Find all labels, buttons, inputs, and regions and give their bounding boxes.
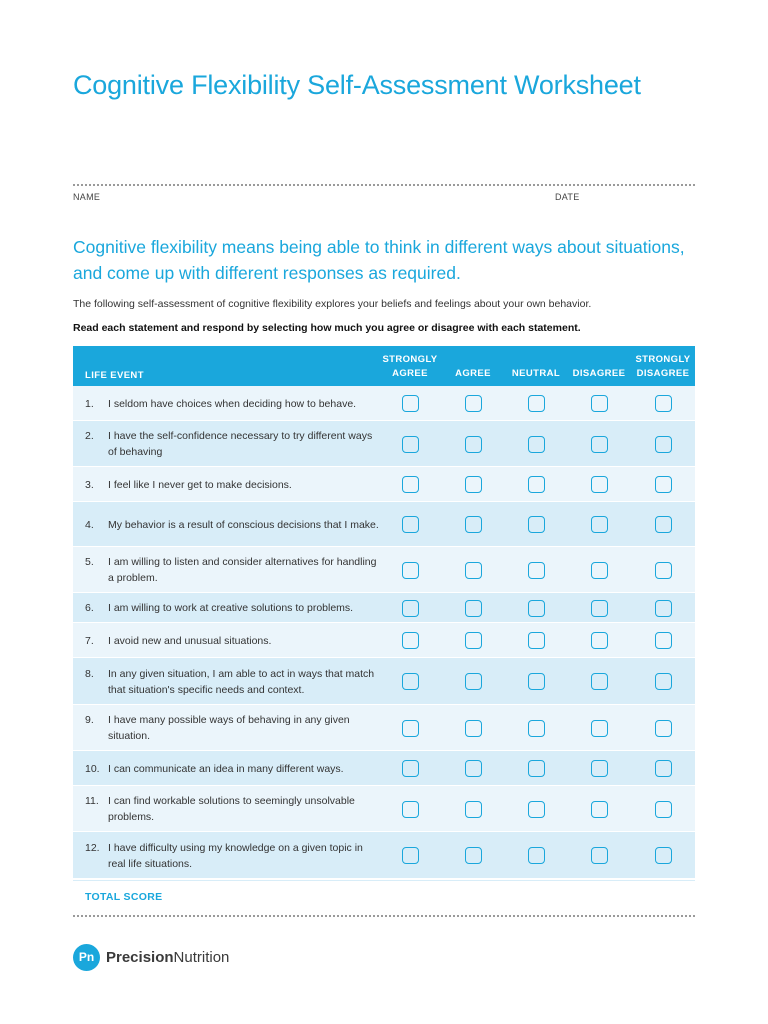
table-row [73, 832, 695, 879]
checkbox-agree[interactable] [465, 720, 482, 737]
row-statement: I seldom have choices when deciding how to behave. [108, 398, 357, 410]
checkbox-strongly-agree[interactable] [402, 436, 419, 453]
row-statement: I can communicate an idea in many different ways. [108, 763, 344, 775]
intro-text: The following self-assessment of cognitive flexibility explores your beliefs and feelings about your own behavior. [73, 298, 592, 310]
checkbox-agree[interactable] [465, 562, 482, 579]
header-label [512, 367, 560, 381]
logo-wordmark [106, 949, 229, 966]
checkbox-neutral[interactable] [528, 476, 545, 493]
row-number: 1. [85, 398, 94, 410]
total-divider [73, 880, 695, 881]
checkbox-strongly-agree[interactable] [402, 600, 419, 617]
checkbox-strongly-agree[interactable] [402, 720, 419, 737]
table-row [73, 658, 695, 705]
row-statement: In any given situation, I am able to act in ways that match that situation's specific needs and context. [108, 668, 375, 696]
row-statement: I can find workable solutions to seemingly unsolvable problems. [108, 795, 355, 823]
header-line1: STRONGLY [382, 354, 438, 365]
table-row [73, 467, 695, 502]
header-line2: DISAGREE [572, 368, 626, 379]
assessment-table [73, 346, 695, 879]
checkbox-disagree[interactable] [591, 436, 608, 453]
checkbox-agree[interactable] [465, 673, 482, 690]
row-number: 3. [85, 479, 94, 491]
row-number: 4. [85, 519, 94, 531]
checkbox-strongly-disagree[interactable] [655, 476, 672, 493]
header-life-event: LIFE EVENT [85, 370, 144, 381]
row-number: 8. [85, 668, 94, 680]
row-statement: I have many possible ways of behaving in any given situation. [108, 714, 350, 742]
checkbox-disagree[interactable] [591, 801, 608, 818]
checkbox-agree[interactable] [465, 760, 482, 777]
checkbox-disagree[interactable] [591, 600, 608, 617]
row-statement: I have difficulty using my knowledge on a given topic in real life situations. [108, 842, 363, 870]
header-line2: AGREE [392, 368, 428, 379]
table-row [73, 421, 695, 467]
checkbox-disagree[interactable] [591, 760, 608, 777]
header-neutral [504, 346, 568, 386]
instruction-text: Read each statement and respond by selecting how much you agree or disagree with each statement. [73, 322, 581, 334]
row-statement: I feel like I never get to make decisions. [108, 479, 292, 491]
checkbox-neutral[interactable] [528, 600, 545, 617]
checkbox-agree[interactable] [465, 516, 482, 533]
checkbox-neutral[interactable] [528, 673, 545, 690]
header-label [635, 353, 690, 381]
checkbox-strongly-agree[interactable] [402, 673, 419, 690]
checkbox-strongly-agree[interactable] [402, 562, 419, 579]
checkbox-strongly-disagree[interactable] [655, 847, 672, 864]
row-statement: I am willing to work at creative solutions to problems. [108, 602, 354, 614]
checkbox-neutral[interactable] [528, 801, 545, 818]
checkbox-strongly-disagree[interactable] [655, 720, 672, 737]
table-row [73, 786, 695, 832]
row-number: 6. [85, 602, 94, 614]
header-line2: AGREE [455, 368, 491, 379]
table-row [73, 593, 695, 623]
checkbox-neutral[interactable] [528, 760, 545, 777]
row-statement: My behavior is a result of conscious decisions that I make. [108, 519, 379, 531]
table-row [73, 705, 695, 751]
checkbox-strongly-agree[interactable] [402, 395, 419, 412]
checkbox-strongly-disagree[interactable] [655, 562, 672, 579]
checkbox-strongly-disagree[interactable] [655, 632, 672, 649]
row-statement: I avoid new and unusual situations. [108, 635, 272, 647]
checkbox-neutral[interactable] [528, 720, 545, 737]
checkbox-strongly-agree[interactable] [402, 632, 419, 649]
checkbox-strongly-agree[interactable] [402, 516, 419, 533]
table-row [73, 751, 695, 786]
header-line1: STRONGLY [635, 354, 691, 365]
checkbox-strongly-disagree[interactable] [655, 395, 672, 412]
date-label: DATE [555, 192, 580, 202]
header-line2: NEUTRAL [511, 368, 561, 379]
header-agree [441, 346, 505, 386]
total-score-label: TOTAL SCORE [85, 891, 163, 903]
row-number: 5. [85, 556, 94, 568]
checkbox-strongly-agree[interactable] [402, 801, 419, 818]
table-row [73, 547, 695, 593]
row-statement: I am willing to listen and consider alternatives for handling a problem. [108, 556, 377, 584]
checkbox-disagree[interactable] [591, 395, 608, 412]
logo-word-regular: Nutrition [173, 948, 230, 966]
row-number: 9. [85, 714, 94, 726]
logo-word-bold: Precision [106, 948, 174, 966]
row-statement: I have the self-confidence necessary to try different ways of behaving [108, 430, 373, 458]
checkbox-strongly-disagree[interactable] [655, 673, 672, 690]
row-number: 12. [85, 842, 100, 854]
header-strongly-disagree [631, 346, 695, 386]
header-disagree [567, 346, 631, 386]
checkbox-agree[interactable] [465, 847, 482, 864]
checkbox-strongly-agree[interactable] [402, 476, 419, 493]
checkbox-agree[interactable] [465, 632, 482, 649]
checkbox-disagree[interactable] [591, 632, 608, 649]
logo-mark: Pn [73, 944, 100, 971]
checkbox-strongly-agree[interactable] [402, 760, 419, 777]
checkbox-strongly-disagree[interactable] [655, 436, 672, 453]
checkbox-strongly-disagree[interactable] [655, 516, 672, 533]
checkbox-strongly-disagree[interactable] [655, 760, 672, 777]
checkbox-disagree[interactable] [591, 847, 608, 864]
header-label [573, 367, 626, 381]
checkbox-neutral[interactable] [528, 436, 545, 453]
checkbox-neutral[interactable] [528, 395, 545, 412]
checkbox-disagree[interactable] [591, 476, 608, 493]
table-row [73, 386, 695, 421]
table-row [73, 623, 695, 658]
row-number: 10. [85, 763, 100, 775]
row-number: 11. [85, 795, 99, 807]
checkbox-agree[interactable] [465, 801, 482, 818]
name-label: NAME [73, 192, 101, 202]
checkbox-disagree[interactable] [591, 562, 608, 579]
table-row [73, 502, 695, 547]
subheading: Cognitive flexibility means being able to think in different ways about situations, and come up with different responses as required. [73, 237, 685, 283]
checkbox-disagree[interactable] [591, 516, 608, 533]
page-title: Cognitive Flexibility Self-Assessment Worksheet [73, 70, 641, 100]
checkbox-strongly-disagree[interactable] [655, 600, 672, 617]
header-strongly-agree [378, 346, 442, 386]
checkbox-neutral[interactable] [528, 562, 545, 579]
signature-row [73, 184, 695, 204]
checkbox-agree[interactable] [465, 436, 482, 453]
table-body [73, 386, 695, 879]
row-number: 2. [85, 430, 94, 442]
header-line2: DISAGREE [636, 368, 690, 379]
checkbox-agree[interactable] [465, 476, 482, 493]
checkbox-strongly-disagree[interactable] [655, 801, 672, 818]
row-number: 7. [85, 635, 94, 647]
checkbox-neutral[interactable] [528, 847, 545, 864]
header-label [455, 367, 491, 381]
footer-divider [73, 915, 695, 917]
checkbox-strongly-agree[interactable] [402, 847, 419, 864]
table-header [73, 346, 695, 386]
header-label [382, 353, 437, 381]
checkbox-neutral[interactable] [528, 632, 545, 649]
checkbox-disagree[interactable] [591, 720, 608, 737]
checkbox-agree[interactable] [465, 395, 482, 412]
checkbox-neutral[interactable] [528, 516, 545, 533]
checkbox-agree[interactable] [465, 600, 482, 617]
checkbox-disagree[interactable] [591, 673, 608, 690]
precision-nutrition-logo [73, 943, 229, 971]
